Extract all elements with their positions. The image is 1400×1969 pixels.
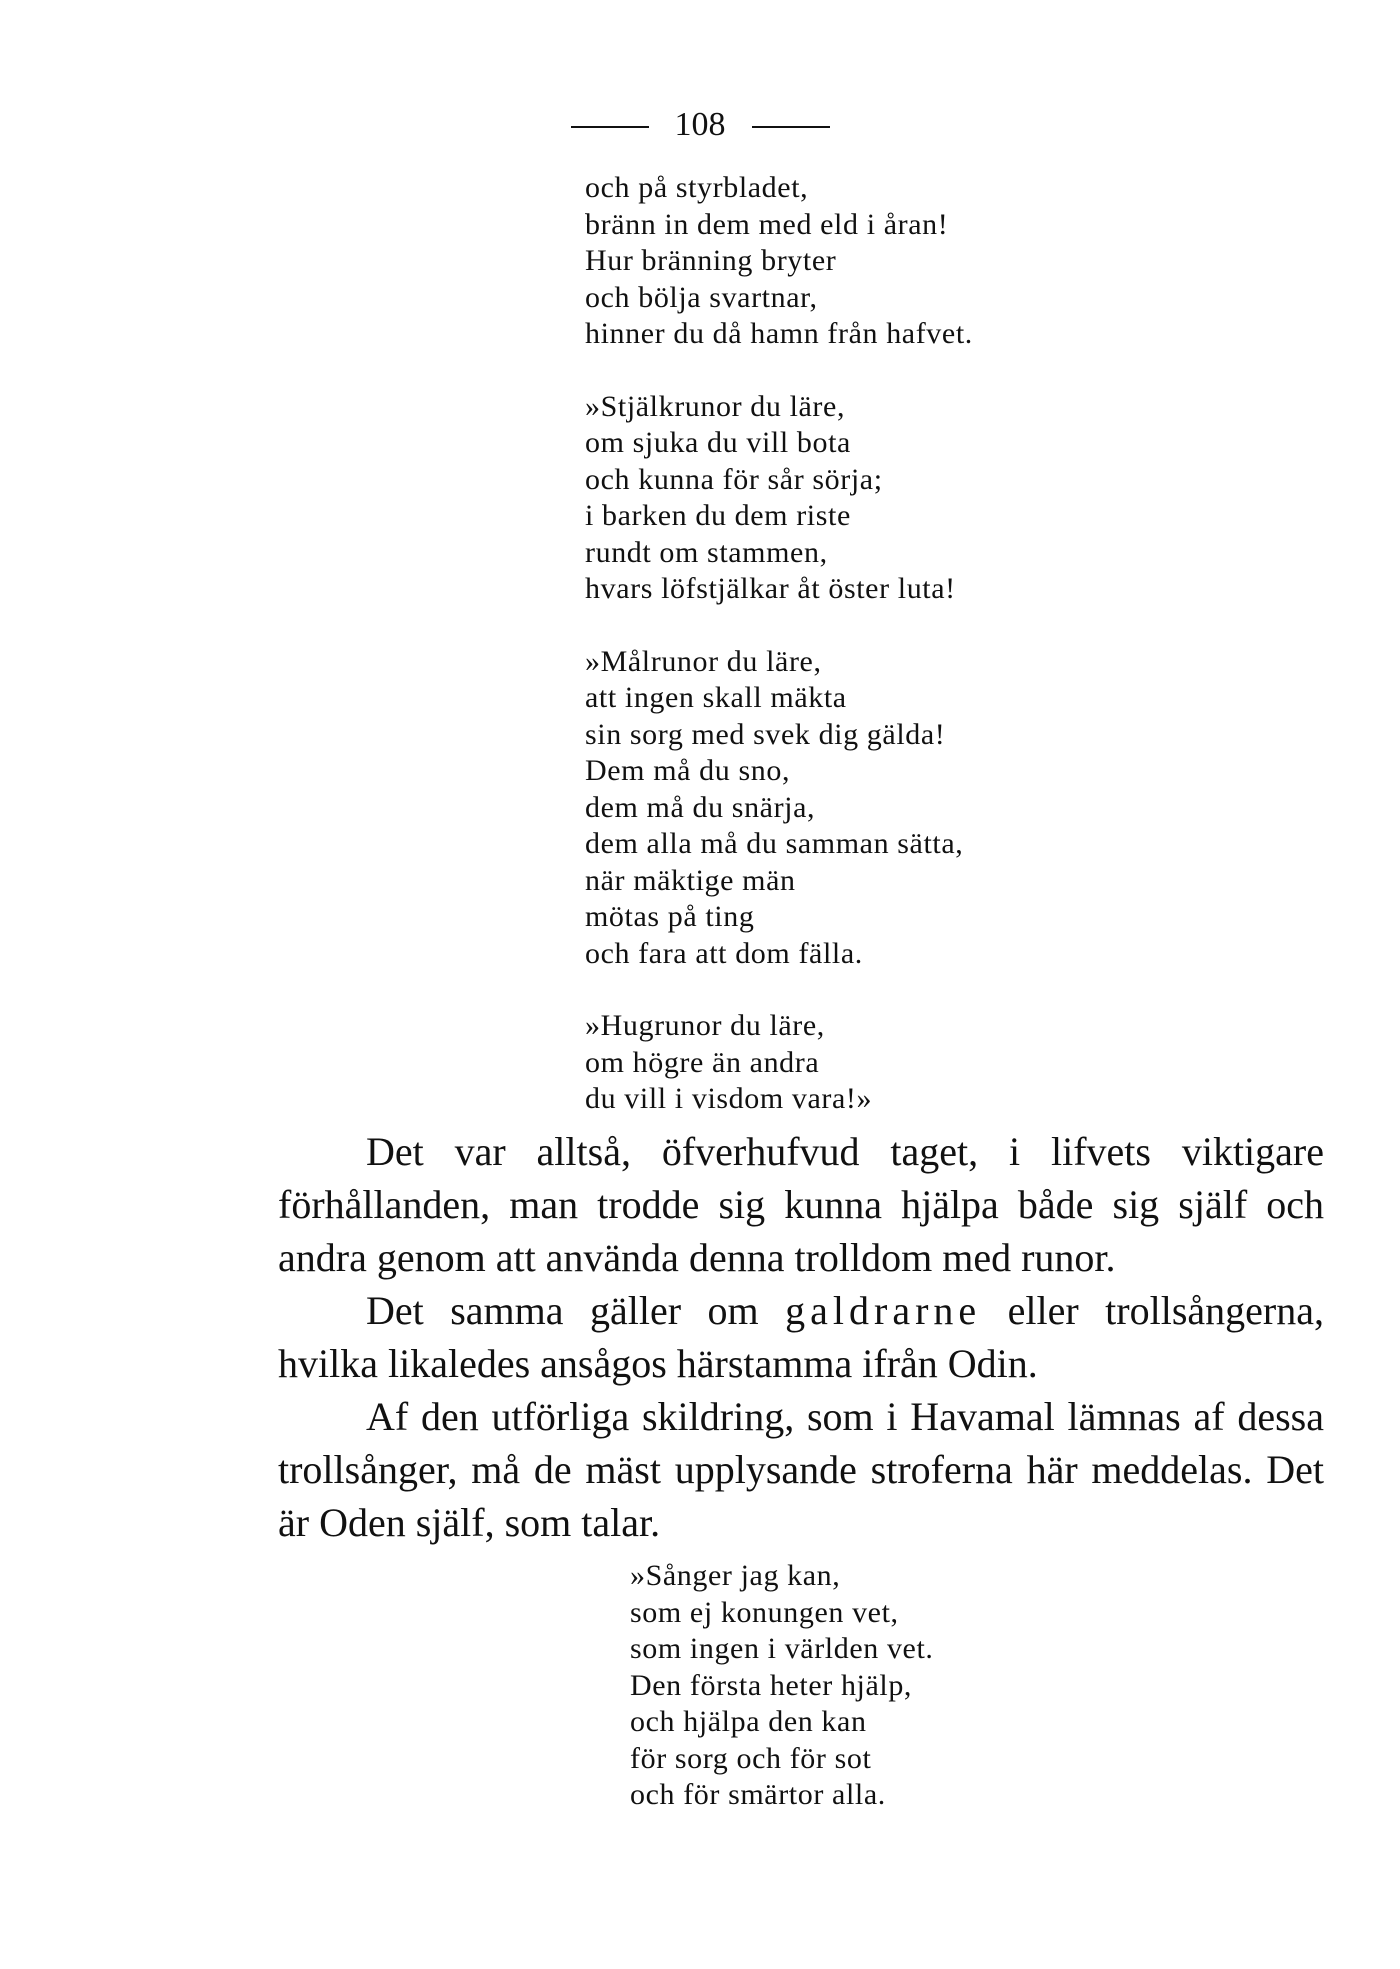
poem-line: som ingen i världen vet. <box>630 1632 934 1665</box>
header-rule-left <box>571 126 649 128</box>
poem-line: du vill i visdom vara!» <box>585 1082 873 1115</box>
poem-line: i barken du dem riste <box>585 499 851 532</box>
poem-line: när mäktige män <box>585 863 796 897</box>
poem-line: »Hugrunor du läre, <box>585 1009 825 1042</box>
page-number: 108 <box>674 106 726 143</box>
poem-line: sin sorg med svek dig gälda! <box>585 717 946 751</box>
poem-line: bränn in dem med eld i åran! <box>585 207 949 241</box>
poem-line: för sorg och för sot <box>630 1741 872 1775</box>
poem-line: »Sånger jag kan, <box>630 1559 841 1592</box>
poem-line: och på styrbladet, <box>585 171 809 204</box>
prose-paragraph-3: Af den utförliga skildring, som i Havamal lämnas af dessa trollsånger, må de mäst upplysande stroferna här meddelas. Det är Oden själf, som talar. <box>278 1394 1324 1545</box>
stanza <box>585 170 973 353</box>
poem-line: som ej konungen vet, <box>630 1595 899 1629</box>
poem-bottom <box>630 1558 934 1814</box>
poem-line: och kunna för sår sörja; <box>585 462 883 496</box>
spaced-term: galdrarne <box>785 1288 982 1333</box>
poem-line: rundt om stammen, <box>585 535 828 569</box>
prose-paragraph-2-start: Det samma gäller om <box>366 1288 786 1333</box>
poem-line: hinner du då hamn från hafvet. <box>585 317 973 350</box>
poem-line: och fara att dom fälla. <box>585 936 863 970</box>
poem-line: och bölja svartnar, <box>585 280 818 314</box>
poem-line: hvars löfstjälkar åt öster luta! <box>585 572 956 605</box>
poem-top <box>585 170 973 1118</box>
stanza <box>585 389 973 608</box>
poem-line: om sjuka du vill bota <box>585 426 851 459</box>
poem-line: »Målrunor du läre, <box>585 644 822 678</box>
poem-line: att ingen skall mäkta <box>585 681 847 714</box>
stanza <box>585 644 973 973</box>
prose-paragraph-2-end: eller trollsångerna, hvilka likaledes ansågos härstamma ifrån Odin. <box>278 1288 1324 1386</box>
prose-paragraph-2 <box>278 1284 1324 1390</box>
poem-line: mötas på ting <box>585 900 755 933</box>
poem-line: Hur bränning bryter <box>585 244 837 277</box>
poem-line: Dem må du sno, <box>585 754 791 787</box>
stanza <box>630 1558 934 1814</box>
poem-line: dem må du snärja, <box>585 790 816 824</box>
prose-paragraph-1: Det var alltså, öfverhufvud taget, i lifvets viktigare förhållanden, man trodde sig kunna hjälpa både sig själf och andra genom att använda denna trolldom med runor. <box>278 1129 1324 1280</box>
header-rule-right <box>752 126 830 128</box>
stanza <box>585 1008 973 1118</box>
poem-line: Den första heter hjälp, <box>630 1668 913 1702</box>
prose-body <box>278 1125 1324 1549</box>
poem-line: dem alla må du samman sätta, <box>585 827 964 860</box>
poem-line: och hjälpa den kan <box>630 1705 867 1738</box>
poem-line: om högre än andra <box>585 1045 820 1079</box>
poem-line: »Stjälkrunor du läre, <box>585 389 846 423</box>
page-header <box>0 105 1400 145</box>
poem-line: och för smärtor alla. <box>630 1778 886 1811</box>
